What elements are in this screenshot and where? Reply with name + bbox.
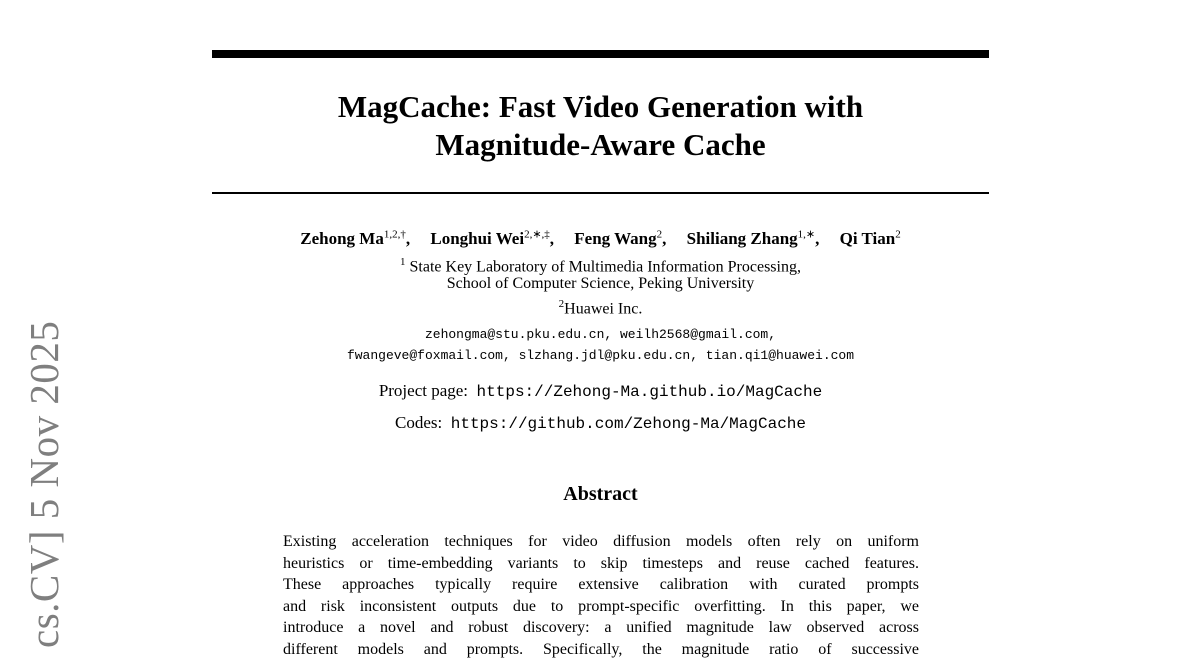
author-list <box>212 223 989 250</box>
paper-title <box>212 88 989 164</box>
author-name: Zehong Ma <box>300 229 384 248</box>
author-marks: 2 <box>657 228 663 240</box>
abstract-line: different models and prompts. Specifically, the magnitude ratio of successive <box>283 639 919 660</box>
author-marks: 1,2,† <box>384 228 406 240</box>
email-line: zehongma@stu.pku.edu.cn, weilh2568@gmail.com, <box>212 324 989 345</box>
author-name: Shiliang Zhang <box>687 229 798 248</box>
affiliation-text: Huawei Inc. <box>564 300 642 317</box>
author-name: Longhui Wei <box>430 229 524 248</box>
affiliation-text: State Key Laboratory of Multimedia Information Processing, <box>406 258 801 275</box>
author-marks: 2,∗,‡ <box>524 228 550 240</box>
author: Feng Wang$^2$, <box>574 229 666 248</box>
author-name: Feng Wang <box>574 229 656 248</box>
codes-line <box>212 412 989 435</box>
abstract-line: These approaches typically require extensive calibration with curated prompts <box>283 574 919 596</box>
abstract-line: heuristics or time-embedding variants to skip timesteps and reuse cached features. <box>283 553 919 575</box>
affiliation-mark: 1 <box>400 256 406 268</box>
author-marks: 1,∗ <box>798 228 815 240</box>
title-line: Magnitude-Aware Cache <box>212 126 989 164</box>
title-top-rule <box>212 50 989 58</box>
arxiv-id-stamp: cs.CV] 5 Nov 2025 <box>20 328 68 648</box>
affiliation-2 <box>212 294 989 319</box>
author: Zehong $Ma^{1,2,\dagger}$, <box>300 229 410 248</box>
title-line: MagCache: Fast Video Generation with <box>212 88 989 126</box>
affiliation-1-line-2: School of Computer Science, Peking University <box>212 273 989 294</box>
project-page-line <box>212 380 989 403</box>
abstract-line: Existing acceleration techniques for video diffusion models often rely on uniform <box>283 531 919 553</box>
project-page-link[interactable]: https://Zehong-Ma.github.io/MagCache <box>477 383 823 401</box>
author-marks: 2 <box>895 228 901 240</box>
codes-link[interactable]: https://github.com/Zehong-Ma/MagCache <box>451 415 806 433</box>
project-page-label: Project page: <box>379 381 468 400</box>
abstract-line: introduce a novel and robust discovery: a unified magnitude law observed across <box>283 617 919 639</box>
author: Shiliang Zhang$^{1,∗}$, <box>687 229 820 248</box>
abstract-line: and risk inconsistent outputs due to prompt-specific overfitting. In this paper, we <box>283 596 919 618</box>
abstract-body <box>283 531 919 660</box>
email-line: fwangeve@foxmail.com, slzhang.jdl@pku.edu.cn, tian.qi1@huawei.com <box>212 345 989 366</box>
affiliation-mark: 2 <box>559 298 565 310</box>
author-emails <box>212 324 989 366</box>
abstract-heading: Abstract <box>212 482 989 506</box>
author-name: Qi Tian <box>840 229 896 248</box>
author <box>840 229 901 248</box>
title-bottom-rule <box>212 192 989 194</box>
author: Longhui Wei$^{2,∗,\ddagger}$, <box>430 229 554 248</box>
codes-label: Codes: <box>395 413 442 432</box>
